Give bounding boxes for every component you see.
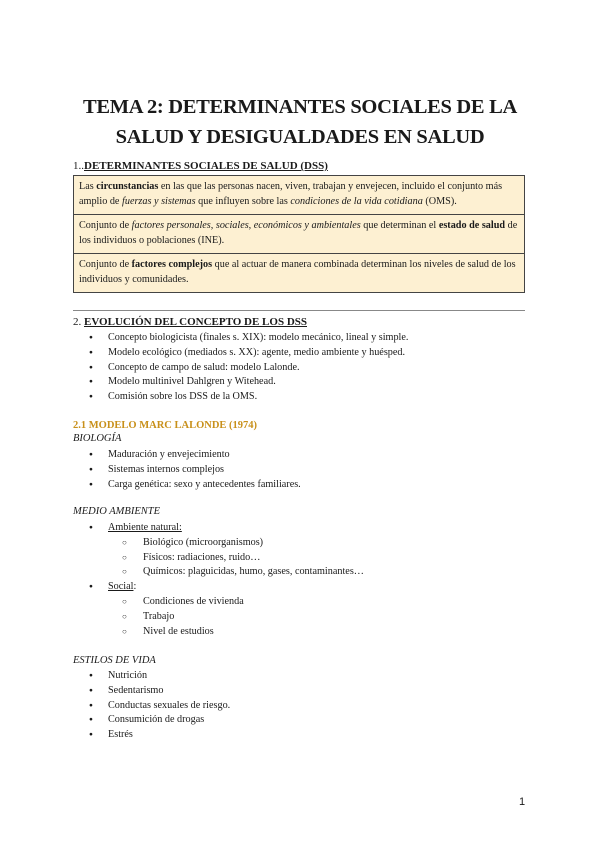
- list-item: ● Maduración y envejecimiento: [73, 448, 301, 463]
- def2-text-e: de los individuos o poblaciones (INE).: [79, 220, 518, 246]
- biologia-label: BIOLOGÍA: [73, 433, 122, 444]
- list-item: ● Nutrición: [73, 669, 230, 684]
- section-2-number: 2.: [73, 316, 82, 328]
- list-item: ● Modelo ecológico (mediados s. XX): agente, medio ambiente y huésped.: [73, 346, 408, 361]
- list-item: ● Sedentarismo: [73, 684, 230, 699]
- section-2-title: EVOLUCIÓN DEL CONCEPTO DE LOS DSS: [84, 316, 307, 328]
- list-item: ● Sistemas internos complejos: [73, 463, 301, 478]
- def1-text-a: Las: [79, 181, 97, 192]
- list-item: ● Conductas sexuales de riesgo.: [73, 699, 230, 714]
- list-item: ● Carga genética: sexo y antecedentes familiares.: [73, 478, 301, 493]
- sublist-item: ○ Físicos: radiaciones, ruido…: [108, 551, 364, 566]
- def1-text-c: en las que las personas nacen, viven, trabajan y envejecen, incluido el conjunto más amplio de: [79, 181, 503, 207]
- def2-bold-estado: estado de salud: [438, 220, 506, 231]
- sublist-item: ○ Biológico (microorganismos): [108, 536, 364, 551]
- sublist-item: ○ Trabajo: [108, 610, 364, 625]
- section-1-title: DETERMINANTES SOCIALES DE SALUD (DSS): [84, 160, 328, 172]
- social-colon: :: [133, 581, 137, 593]
- list-item: ● Concepto biologicista (finales s. XIX): modelo mecánico, lineal y simple.: [73, 331, 408, 346]
- ambiente-natural-sublist: [108, 536, 364, 580]
- title-line-2: SALUD Y DESIGUALDADES EN SALUD: [115, 126, 485, 148]
- section-divider: [73, 310, 525, 311]
- list-item: ● Estrés: [73, 728, 230, 743]
- medio-ambiente-label: MEDIO AMBIENTE: [73, 506, 160, 517]
- list-item: ● Consumición de drogas: [73, 713, 230, 728]
- def2-italic-factores: factores personales, sociales, económicos y ambientales: [131, 220, 361, 231]
- social-sublist: [108, 595, 364, 639]
- social-label: Social: [108, 581, 134, 593]
- def3-text-c: que al actuar de manera combinada determinan los niveles de salud de los individuos y comunidades.: [79, 259, 516, 285]
- lalonde-subheading: 2.1 MODELO MARC LALONDE (1974): [73, 420, 258, 431]
- def3-text-a: Conjunto de: [79, 259, 132, 270]
- list-item-ambiente-natural: [73, 521, 364, 580]
- sublist-item: ○ Condiciones de vivienda: [108, 595, 364, 610]
- list-item: ● Comisión sobre los DSS de la OMS.: [73, 390, 408, 405]
- definitions-table: [73, 176, 525, 293]
- list-item: ● Concepto de campo de salud: modelo Lalonde.: [73, 361, 408, 376]
- ambiente-natural-label: Ambiente natural:: [108, 522, 182, 533]
- def2-text-c: que determinan el: [360, 220, 439, 231]
- estilos-de-vida-label: ESTILOS DE VIDA: [73, 655, 156, 666]
- section-1-heading: [73, 160, 328, 172]
- def2-text-a: Conjunto de: [79, 220, 132, 231]
- def1-italic-condiciones: condiciones de la vida cotidiana: [290, 195, 423, 207]
- medio-ambiente-list: [73, 521, 364, 639]
- list-item-social: [73, 580, 364, 639]
- page-title: [0, 92, 600, 152]
- list-item: ● Modelo multinivel Dahlgren y Witehead.: [73, 375, 408, 390]
- definition-oms: [73, 175, 525, 215]
- section-2-heading: [73, 316, 307, 328]
- section-1-number: 1..: [73, 160, 84, 172]
- sublist-item: ○ Químicos: plaguicidas, humo, gases, contaminantes…: [108, 565, 364, 580]
- definition-complex-factors: [73, 253, 525, 293]
- title-line-1: TEMA 2: DETERMINANTES SOCIALES DE LA: [82, 96, 518, 118]
- def1-text-g: (OMS).: [422, 195, 457, 207]
- biologia-list: [73, 448, 301, 492]
- page-number: 1: [519, 796, 526, 808]
- def1-text-e: que influyen sobre las: [195, 195, 291, 207]
- evolution-list: [73, 331, 408, 405]
- estilos-de-vida-list: [73, 669, 230, 743]
- def3-bold-factores: factores complejos: [131, 259, 213, 270]
- def1-bold-circunstancias: circunstancias: [96, 181, 159, 192]
- definition-ine: [73, 214, 525, 254]
- def1-italic-fuerzas: fuerzas y sistemas: [122, 195, 196, 207]
- sublist-item: ○ Nivel de estudios: [108, 625, 364, 640]
